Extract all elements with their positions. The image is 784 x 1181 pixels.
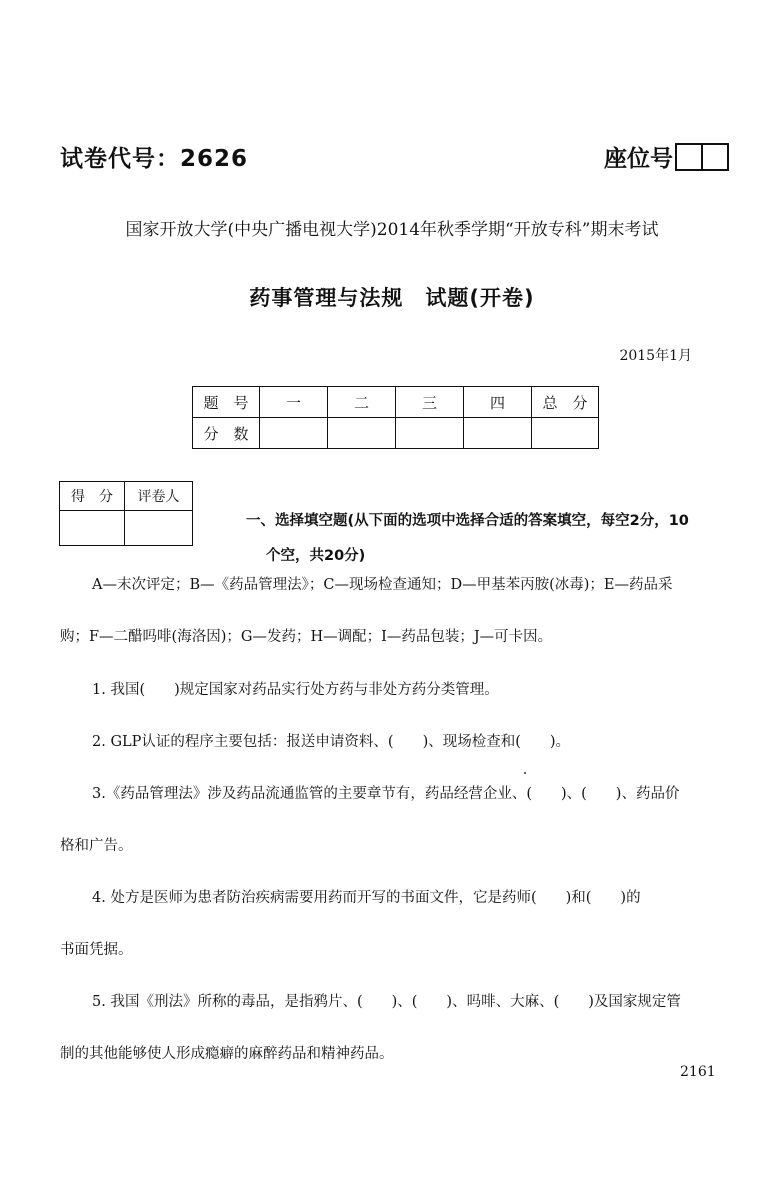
question-4-line-1: 4. 处方是医师为患者防治疾病需要用药而开写的书面文件，它是药师( )和( )的: [92, 890, 641, 906]
score-table-cell: 二: [328, 387, 396, 418]
grader-table-cell: 评卷人: [125, 482, 193, 511]
grader-table-header-row: [60, 482, 193, 511]
section-1-heading-line2: 个空，共20分): [266, 548, 366, 564]
score-table-cell: 一: [260, 387, 328, 418]
exam-code: 试卷代号：2626: [60, 146, 249, 172]
seat-label: 座位号: [604, 146, 673, 172]
section-1-heading-line1: 一、选择填空题(从下面的选项中选择合适的答案填空，每空2分，10: [246, 513, 689, 529]
question-5-line-2: 制的其他能够使人形成瘾癖的麻醉药品和精神药品。: [60, 1046, 394, 1062]
question-4-line-2: 书面凭据。: [60, 942, 133, 958]
score-table-cell: 四: [464, 387, 532, 418]
university-line: 国家开放大学(中央广播电视大学)2014年秋季学期“开放专科”期末考试: [125, 220, 659, 240]
scan-speck: [524, 772, 526, 774]
section-1-heading: [246, 504, 736, 574]
score-table: [192, 386, 599, 449]
score-table-score-row: [193, 418, 599, 449]
options-line-1: A—末次评定；B—《药品管理法》；C—现场检查通知；D—甲基苯丙胺(冰毒)；E—药品采: [92, 577, 673, 593]
score-table-cell: 题 号: [193, 387, 260, 418]
exam-title: 药事管理与法规 试题(开卷): [249, 286, 535, 310]
grader-table-cell: 得 分: [60, 482, 125, 511]
question-5-line-1: 5. 我国《刑法》所称的毒品，是指鸦片、( )、( )、吗啡、大麻、( )及国家规定管: [92, 994, 681, 1010]
question-2: 2. GLP认证的程序主要包括：报送申请资料、( )、现场检查和( )。: [92, 734, 571, 750]
score-cell-blank: [532, 418, 599, 449]
score-cell-blank: [260, 418, 328, 449]
question-3-line-1: 3.《药品管理法》涉及药品流通监管的主要章节有，药品经营企业、( )、( )、药品价: [92, 786, 680, 802]
grader-cell-blank: [60, 511, 125, 546]
page-number: 2161: [680, 1064, 716, 1080]
score-table-header-row: [193, 387, 599, 418]
score-cell-blank: [328, 418, 396, 449]
grader-table-blank-row: [60, 511, 193, 546]
score-table-cell: 总 分: [532, 387, 599, 418]
question-3-line-2: 格和广告。: [60, 838, 133, 854]
exam-date: 2015年1月: [619, 348, 692, 364]
score-cell-blank: [464, 418, 532, 449]
seat-box: [701, 145, 727, 169]
score-cell-blank: [396, 418, 464, 449]
question-1: 1. 我国( )规定国家对药品实行处方药与非处方药分类管理。: [92, 682, 499, 698]
seat-number-boxes: [675, 143, 729, 171]
score-table-cell: 分 数: [193, 418, 260, 449]
seat-number: [604, 140, 729, 173]
seat-box: [677, 145, 701, 169]
options-line-2: 购；F—二醋吗啡(海洛因)；G—发药；H—调配；I—药品包装；J—可卡因。: [60, 629, 553, 645]
score-table-cell: 三: [396, 387, 464, 418]
grader-cell-blank: [125, 511, 193, 546]
grader-table: [59, 481, 193, 546]
